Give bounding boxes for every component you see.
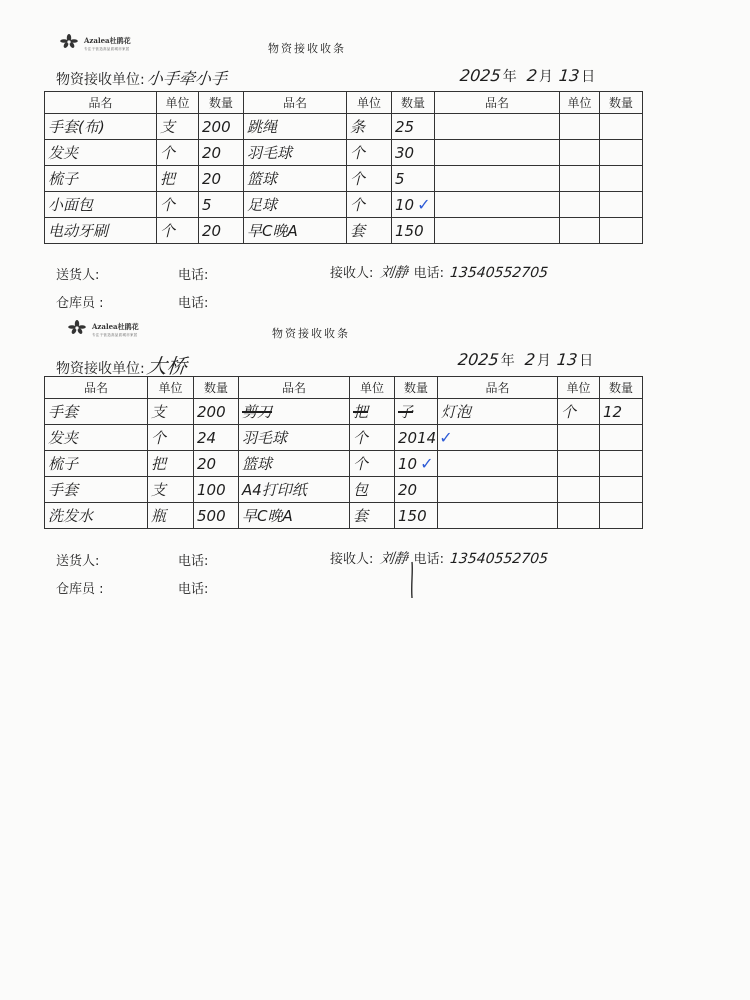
items-table	[44, 91, 643, 244]
header-name: 品名	[435, 92, 560, 114]
logo-cn: 杜鹃花	[117, 322, 139, 331]
form-date	[460, 66, 595, 86]
recipient-value: 大桥	[145, 354, 188, 378]
item-name	[438, 477, 558, 503]
header-qty: 数量	[395, 377, 438, 399]
logo-name: Azalea	[92, 322, 118, 331]
receiver-phone-label: 电话:	[413, 266, 445, 281]
date-day: 13	[555, 350, 579, 369]
receiver-phone: 13540552705	[449, 265, 550, 281]
item-unit: 套	[350, 503, 395, 529]
item-qty: 20	[194, 451, 239, 477]
item-unit: 个	[148, 425, 194, 451]
item-name: 发夹	[45, 425, 148, 451]
company-logo	[58, 30, 131, 52]
checkmark-icon: ✓	[439, 428, 453, 447]
header-unit: 单位	[347, 92, 392, 114]
item-name	[438, 425, 558, 451]
logo-name: Azalea	[84, 36, 110, 45]
recipient-label: 物资接收单位:	[56, 72, 145, 88]
item-name: 电动牙刷	[45, 218, 157, 244]
item-unit: 个	[157, 140, 199, 166]
date-day: 13	[557, 66, 581, 85]
table-row	[45, 451, 643, 477]
header-name: 品名	[244, 92, 347, 114]
table-row	[45, 218, 643, 244]
item-qty	[600, 192, 643, 218]
item-qty	[600, 451, 643, 477]
receiver-label: 接收人:	[330, 552, 374, 567]
item-qty: 150	[395, 503, 438, 529]
item-name: 手套	[45, 477, 148, 503]
item-qty-struck	[395, 399, 438, 425]
item-unit: 条	[347, 114, 392, 140]
item-name	[435, 140, 560, 166]
item-unit: 支	[148, 477, 194, 503]
item-qty-value: 10	[398, 455, 418, 473]
item-unit: 个	[350, 451, 395, 477]
item-name: 羽毛球	[244, 140, 347, 166]
item-qty: 30	[392, 140, 435, 166]
date-year: 2025	[459, 66, 502, 85]
item-qty-checked	[395, 425, 453, 451]
logo-cn: 杜鹃花	[109, 36, 131, 45]
form-title: 物资接收收条	[268, 42, 346, 55]
date-month: 2	[525, 66, 538, 85]
day-suffix: 日	[581, 69, 596, 85]
item-unit	[560, 140, 600, 166]
warehouse-label: 仓库员 :	[56, 296, 104, 311]
table-row	[45, 192, 643, 218]
item-name: 早C晚A	[239, 503, 350, 529]
item-unit	[560, 114, 600, 140]
logo-tagline: 专注于营造高品质城市家居	[92, 333, 138, 337]
receiver-label: 接收人:	[330, 266, 374, 281]
item-qty	[600, 425, 643, 451]
recipient-label: 物资接收单位:	[56, 361, 145, 377]
item-qty: 5	[392, 166, 435, 192]
item-unit-struck	[350, 399, 395, 425]
item-name	[438, 451, 558, 477]
header-unit: 单位	[350, 377, 395, 399]
header-name: 品名	[45, 92, 157, 114]
item-unit: 个	[347, 140, 392, 166]
item-unit-value: 把	[353, 403, 369, 421]
header-name: 品名	[438, 377, 558, 399]
item-unit: 瓶	[148, 503, 194, 529]
item-unit	[558, 451, 600, 477]
item-unit: 把	[148, 451, 194, 477]
header-name: 品名	[239, 377, 350, 399]
month-suffix: 月	[536, 353, 551, 369]
sender-phone-label: 电话:	[178, 554, 209, 569]
item-unit	[558, 477, 600, 503]
header-unit: 单位	[148, 377, 194, 399]
item-unit: 个	[347, 192, 392, 218]
item-name	[438, 503, 558, 529]
item-qty: 5	[199, 192, 244, 218]
item-name: 洗发水	[45, 503, 148, 529]
receiver-line	[330, 548, 548, 568]
item-qty: 200	[199, 114, 244, 140]
item-qty: 200	[194, 399, 239, 425]
item-name: 手套	[45, 399, 148, 425]
header-qty: 数量	[194, 377, 239, 399]
item-qty	[600, 140, 643, 166]
table-row	[45, 114, 643, 140]
item-qty: 100	[194, 477, 239, 503]
item-name	[435, 166, 560, 192]
item-unit: 个	[558, 399, 600, 425]
item-name-struck	[239, 399, 350, 425]
item-unit: 套	[347, 218, 392, 244]
form-date	[458, 350, 593, 370]
item-name: 小面包	[45, 192, 157, 218]
item-unit	[560, 166, 600, 192]
receiver-signature: 刘静	[378, 551, 409, 567]
receiver-phone: 13540552705	[449, 551, 550, 567]
year-suffix: 年	[502, 69, 517, 85]
item-qty: 20	[395, 477, 438, 503]
item-name	[435, 192, 560, 218]
recipient-line	[56, 350, 187, 379]
receiver-signature: 刘静	[378, 265, 409, 281]
item-unit: 个	[157, 192, 199, 218]
item-unit	[560, 192, 600, 218]
date-year: 2025	[457, 350, 500, 369]
item-qty-value: 子	[398, 403, 414, 421]
item-unit	[560, 218, 600, 244]
item-unit	[558, 503, 600, 529]
checkmark-icon: ✓	[420, 454, 434, 473]
item-qty	[600, 114, 643, 140]
item-name: 发夹	[45, 140, 157, 166]
table-row	[45, 503, 643, 529]
item-qty-value: 10	[395, 196, 415, 214]
warehouse-phone-label: 电话:	[178, 582, 209, 597]
item-qty: 150	[392, 218, 435, 244]
sender-label: 送货人:	[56, 554, 100, 569]
item-unit: 个	[157, 218, 199, 244]
item-name: 羽毛球	[239, 425, 350, 451]
azalea-flower-icon	[58, 32, 80, 50]
warehouse-phone-label: 电话:	[178, 296, 209, 311]
item-qty: 25	[392, 114, 435, 140]
receiver-phone-label: 电话:	[413, 552, 445, 567]
month-suffix: 月	[538, 69, 553, 85]
warehouse-label: 仓库员 :	[56, 582, 104, 597]
item-qty	[600, 477, 643, 503]
azalea-flower-icon	[66, 318, 88, 336]
table-row	[45, 477, 643, 503]
header-qty: 数量	[199, 92, 244, 114]
table-row	[45, 399, 643, 425]
pen-stroke-mark	[408, 560, 416, 600]
table-header-row	[45, 92, 643, 114]
item-qty-checked	[392, 192, 435, 218]
item-unit: 个	[350, 425, 395, 451]
items-table	[44, 376, 643, 529]
item-name: 篮球	[239, 451, 350, 477]
item-qty: 12	[600, 399, 643, 425]
date-month: 2	[523, 350, 536, 369]
item-qty: 20	[199, 166, 244, 192]
item-name: 足球	[244, 192, 347, 218]
table-row	[45, 140, 643, 166]
item-unit: 支	[157, 114, 199, 140]
item-unit: 把	[157, 166, 199, 192]
item-qty	[600, 166, 643, 192]
table-row	[45, 425, 643, 451]
item-name: 跳绳	[244, 114, 347, 140]
checkmark-icon: ✓	[417, 195, 431, 214]
receiver-line	[330, 262, 548, 282]
item-qty: 20	[199, 218, 244, 244]
item-name-value: 剪刀	[242, 403, 273, 421]
table-row	[45, 166, 643, 192]
recipient-line	[56, 66, 227, 89]
header-qty: 数量	[392, 92, 435, 114]
item-name: 早C晚A	[244, 218, 347, 244]
header-name: 品名	[45, 377, 148, 399]
item-unit	[558, 425, 600, 451]
item-name	[435, 114, 560, 140]
item-name: 梳子	[45, 166, 157, 192]
item-name: A4打印纸	[239, 477, 350, 503]
item-qty	[600, 503, 643, 529]
item-unit: 包	[350, 477, 395, 503]
header-unit: 单位	[558, 377, 600, 399]
item-qty-checked	[395, 451, 438, 477]
company-logo	[66, 316, 139, 338]
logo-tagline: 专注于营造高品质城市家居	[84, 47, 130, 51]
item-qty: 500	[194, 503, 239, 529]
header-qty: 数量	[600, 92, 643, 114]
item-unit: 个	[347, 166, 392, 192]
item-name: 梳子	[45, 451, 148, 477]
year-suffix: 年	[500, 353, 515, 369]
item-qty: 24	[194, 425, 239, 451]
form-title: 物资接收收条	[272, 327, 350, 340]
item-qty	[600, 218, 643, 244]
header-unit: 单位	[157, 92, 199, 114]
sender-label: 送货人:	[56, 268, 100, 283]
item-unit: 支	[148, 399, 194, 425]
item-qty-value: 2014	[398, 429, 437, 447]
item-name	[435, 218, 560, 244]
item-name: 灯泡	[438, 399, 558, 425]
item-qty: 20	[199, 140, 244, 166]
item-name: 篮球	[244, 166, 347, 192]
recipient-value: 小手牵小手	[145, 69, 228, 88]
item-name: 手套(布)	[45, 114, 157, 140]
header-qty: 数量	[600, 377, 643, 399]
day-suffix: 日	[579, 353, 594, 369]
table-header-row	[45, 377, 643, 399]
header-unit: 单位	[560, 92, 600, 114]
sender-phone-label: 电话:	[178, 268, 209, 283]
